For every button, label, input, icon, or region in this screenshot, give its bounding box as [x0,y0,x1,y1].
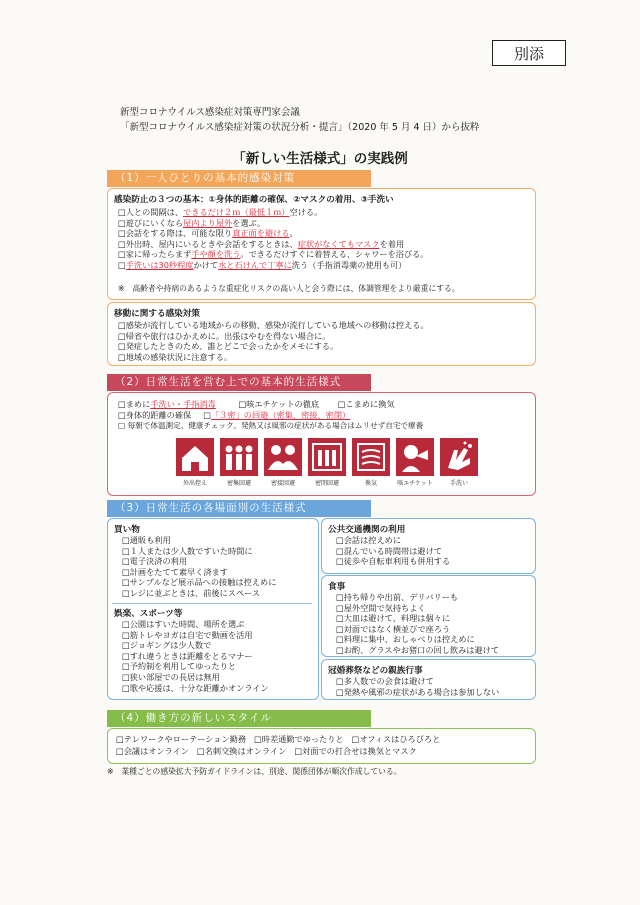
travel-measures-heading: 移動に関する感染対策 [114,309,200,319]
leisure-list [122,619,269,693]
icon-label: 咳エチケット [397,480,433,487]
list-item: □サンプルなど展示品への接触は控えめに [122,577,277,588]
section-1-header: （1）一人ひとりの基本的感染対策 [107,170,371,187]
list-item: □外出時、屋内にいるときや会話をするときは、症状がなくてもマスクを着用 [118,238,405,249]
list-item: □屋外空間で気持ちよく [336,602,426,613]
ceremony-list [336,676,499,697]
basic-measures-heading: 感染防止の３つの基本：①身体的距離の確保、②マスクの着用、③手洗い [114,195,394,205]
list-item: □料理に集中、おしゃべりは控えめに [336,634,475,645]
daily-life-row-2: □身体的距離の確保 □「３密」の回避（密集、密接、密閉） [118,410,351,420]
source-line-2: 「新型コロナウイルス感染症対策の状況分析・提言」（2020 年 5 月 4 日）から抜粋 [120,122,480,133]
icon-cell [308,438,346,487]
list-item: □遊びにいくなら屋内より屋外を選ぶ。 [118,217,266,228]
work-style-row-2: □会議はオンライン □名刺交換はオンライン □対面での打合せは換気とマスク [116,746,417,756]
list-item: □１人または少人数ですいた時間に [122,545,253,556]
footnote: ※ 業種ごとの感染拡大予防ガイドラインは、別途、関係団体が順次作成している。 [107,767,402,776]
list-item: □持ち帰りや出前、デリバリーも [336,592,459,602]
ceremony-box [321,659,536,700]
icon-label: 密集回避 [226,480,251,487]
daily-life-row-3: □ 毎朝で体温測定、健康チェック。発熱又は風邪の症状がある場合はムリせず自宅で療養 [118,421,424,430]
list-item: □会話をする際は、可能な限り真正面を避ける。 [118,228,298,239]
stay-home-icon [176,438,214,476]
divider [112,603,312,604]
meal-box [321,575,536,657]
icon-label: 外出控え [182,480,207,487]
icon-cell [352,438,390,487]
avoid-crowds-icon [220,438,258,476]
daily-life-row-1: □まめに手洗い・手指消毒 □咳エチケットの徹底 □こまめに換気 [118,399,395,409]
transport-heading: 公共交通機関の利用 [328,525,406,535]
work-style-row-1: □テレワークやローテーション勤務 □時差通勤でゆったりと □オフィスはひろびろと [116,734,441,744]
list-item: □予約制を利用してゆったりと [122,661,237,672]
icon-label: 手洗い [449,480,468,487]
list-item: □家に帰ったらまず手や顔を洗う。できるだけすぐに着替える、シャワーを浴びる。 [118,249,429,260]
attachment-label: 別添 [492,40,566,66]
cough-etiquette-icon [396,438,434,476]
ceremony-heading: 冠婚葬祭などの親族行事 [328,666,423,676]
shopping-list [122,535,276,599]
list-item: □お酌、グラスやお猪口の回し飲みは避けて [336,644,500,655]
icon-label: 換気 [364,480,377,487]
avoid-close-contact-icon [264,438,302,476]
work-style-box [107,728,536,764]
icon-cell [440,438,478,487]
high-risk-note: ※ 高齢者や持病のあるような重症化リスクの高い人と会う際には、体調管理をより厳重にする。 [118,284,460,293]
transport-list [336,535,450,567]
list-item: □歌や応援は、十分な距離かオンライン [122,682,269,693]
icon-cell [264,438,302,487]
list-item: □狭い部屋での長居は無用 [122,671,220,682]
list-item: □帰省や旅行はひかえめに。出張はやむを得ない場合に。 [118,330,331,341]
icon-cell [220,438,258,487]
list-item: □徒歩や自転車利用も併用する [336,556,451,567]
section-2-header: （2）日常生活を営む上での基本的生活様式 [107,374,371,391]
transport-box [321,518,536,574]
list-item: □対面ではなく横並びで座ろう [336,623,451,634]
list-item: □公園はすいた時間、場所を選ぶ [122,619,245,629]
list-item: □ジョギングは少人数で [122,640,212,651]
list-item: □多人数での会食は避けて [336,676,434,686]
meal-list [336,592,499,656]
icon-label: 密接回避 [270,480,295,487]
list-item: □計画をたてて素早く済ます [122,566,228,577]
travel-measures-box [107,302,536,366]
section-3-header: （3）日常生活の各場面別の生活様式 [107,500,371,517]
list-item: □大皿は避けて、料理は個々に [336,613,451,624]
leisure-heading: 娯楽、スポーツ等 [114,609,183,619]
meal-heading: 食事 [328,582,346,592]
list-item: □感染が流行している地域からの移動、感染が流行している地域への移動は控える。 [118,320,429,330]
travel-measures-list [118,320,429,362]
list-item: □発症したときのため、誰とどこで会ったかをメモにする。 [118,341,339,352]
hand-washing-icon [440,438,478,476]
scene-left-box [107,518,319,700]
icon-cell [176,438,214,487]
list-item: □通販も利用 [122,535,171,545]
daily-life-box [107,392,536,496]
basic-measures-list [118,207,429,271]
avoid-closed-spaces-icon [308,438,346,476]
list-item: □電子決済の利用 [122,556,188,567]
icon-label: 密閉回避 [314,480,339,487]
list-item: □人との間隔は、できるだけ２ｍ（最低１ｍ）空ける。 [118,207,323,217]
list-item: □筋トレやヨガは自宅で動画を活用 [122,629,253,640]
list-item: □すれ違うときは距離をとるマナー [122,650,253,661]
icon-row [176,438,478,487]
section-4-header: （4）働き方の新しいスタイル [107,710,371,727]
list-item: □発熱や風邪の症状がある場合は参加しない [336,686,500,697]
ventilation-icon [352,438,390,476]
list-item: □混んでいる時間帯は避けて [336,545,442,556]
shopping-heading: 買い物 [114,525,140,535]
icon-cell [396,438,434,487]
source-line-1: 新型コロナウイルス感染症対策専門家会議 [120,107,300,118]
list-item: □手洗いは30秒程度かけて水と石けんで丁寧に洗う（手指消毒薬の使用も可） [118,259,407,270]
list-item: □会話は控えめに [336,535,402,545]
basic-measures-box [107,188,536,300]
page-title: 「新しい生活様式」の実践例 [232,151,408,167]
list-item: □地域の感染状況に注意する。 [118,351,233,362]
list-item: □レジに並ぶときは、前後にスペース [122,587,261,598]
